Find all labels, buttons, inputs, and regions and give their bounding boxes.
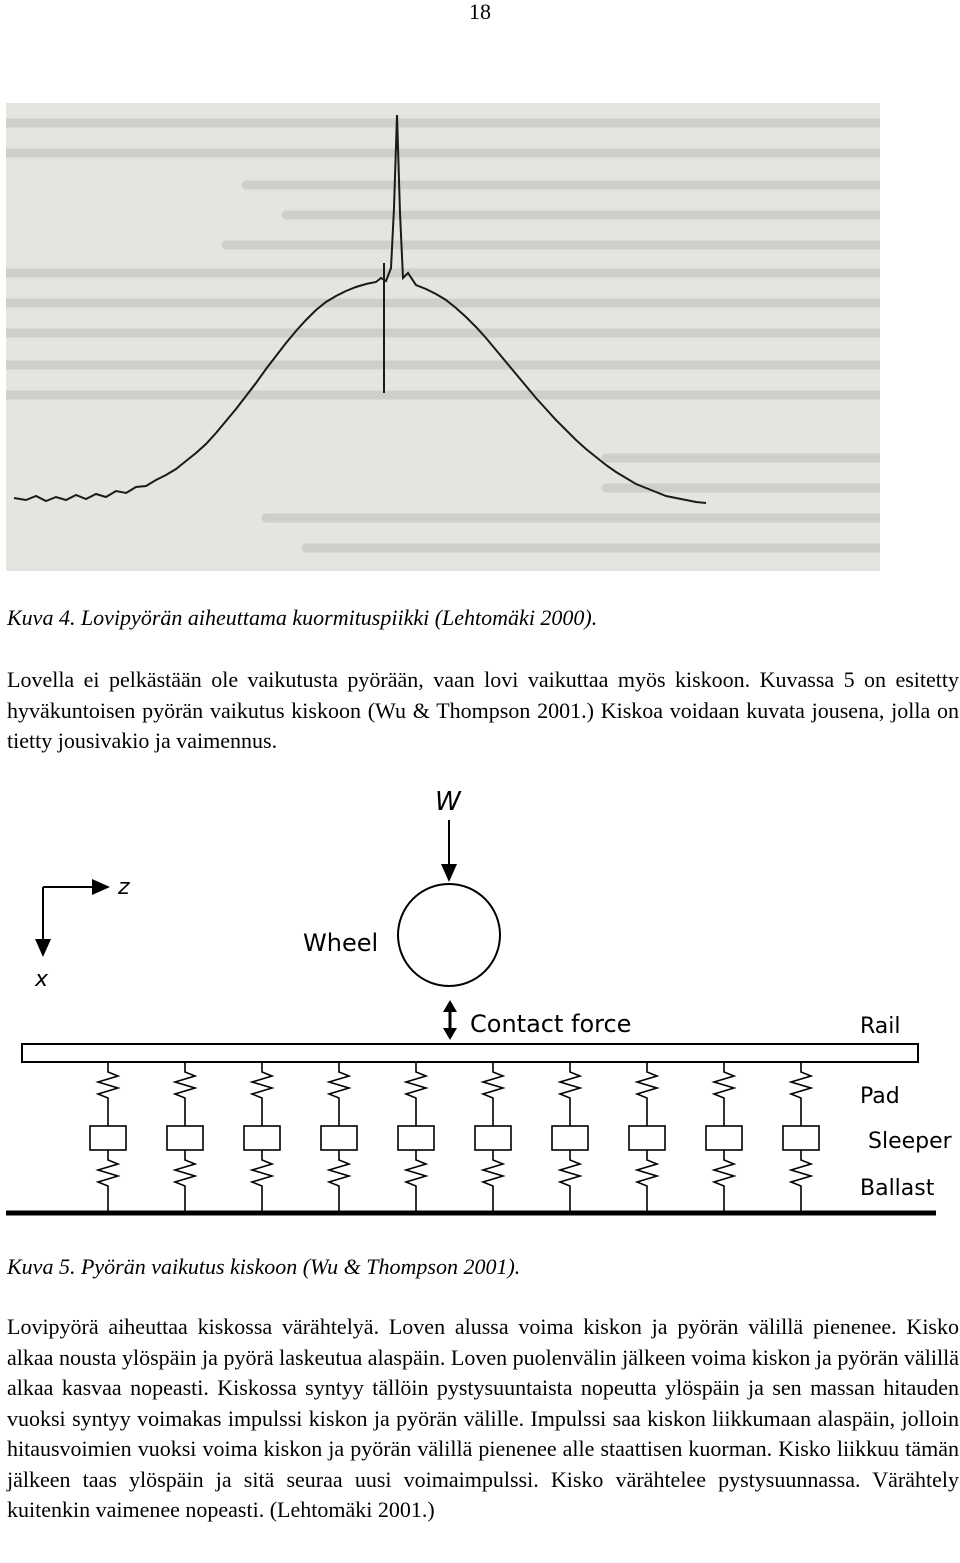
support-spring-7	[552, 1062, 588, 1213]
support-spring-3	[244, 1062, 280, 1213]
rail-label: Rail	[860, 1014, 901, 1039]
support-spring-5	[398, 1062, 434, 1213]
page-number: 18	[469, 0, 491, 24]
support-spring-2	[167, 1062, 203, 1213]
wheel-rail-diagram	[0, 780, 960, 1220]
support-spring-1	[90, 1062, 126, 1213]
rail-bar	[22, 1044, 918, 1062]
load-label-w: W	[435, 787, 461, 817]
pad-label: Pad	[860, 1084, 900, 1109]
wheel-circle	[398, 884, 500, 986]
axes-icon	[43, 887, 108, 955]
axis-label-x: x	[35, 967, 49, 992]
paragraph-2: Lovipyörä aiheuttaa kiskossa värähtelyä. Loven alussa voima kiskon ja pyörän välillä pienenee. Kisko alkaa nousta ylöspäin ja pyörä laskeutua alaspäin. Loven puolenvälin jälkeen voima kiskon ja pyörän välillä alkaa kasvaa nopeasti. Kiskossa syntyy tällöin pystysuuntaista nopeutta ylöspäin ja sen massan hitauden vuoksi syntyy voimakas impulssi kiskon ja pyörän välille. Impulssi saa kiskon liikkumaan alaspäin, jolloin hitausvoimien vuoksi voima kiskon ja pyörän välillä pienenee alle staattisen kuorman. Kisko liikkuu tämän jälkeen taas ylöspäin ja sitä seuraa uusi voimaimpulssi. Kisko värähtelee pystysuunnassa. Värähtely kuitenkin vaimenee nopeasti. (Lehtomäki 2001.)	[7, 1314, 959, 1522]
figure5-caption: Kuva 5. Pyörän vaikutus kiskoon (Wu & Thompson 2001).	[7, 1254, 521, 1279]
axis-label-z: z	[118, 875, 130, 900]
ballast-label: Ballast	[860, 1176, 935, 1201]
paragraph-1: Lovella ei pelkästään ole vaikutusta pyörään, vaan lovi vaikuttaa myös kiskoon. Kuvassa 5 on esitetty hyväkuntoisen pyörän vaikutus kiskoon (Wu & Thompson 2001.) Kiskoa voidaan kuvata jousena, jolla on tietty jousivakio ja vaimennus.	[7, 667, 959, 753]
load-spike-figure	[6, 103, 880, 571]
sleeper-label: Sleeper	[868, 1129, 952, 1154]
contact-force-arrow-icon	[443, 1000, 457, 1040]
figure4-caption: Kuva 4. Lovipyörän aiheuttama kuormituspiikki (Lehtomäki 2000).	[7, 605, 598, 630]
load-curve	[14, 115, 706, 503]
wheel-label: Wheel	[303, 929, 379, 957]
support-spring-9	[706, 1062, 742, 1213]
support-spring-4	[321, 1062, 357, 1213]
support-spring-10	[783, 1062, 819, 1213]
support-spring-6	[475, 1062, 511, 1213]
support-spring-8	[629, 1062, 665, 1213]
contact-force-label: Contact force	[470, 1010, 632, 1038]
